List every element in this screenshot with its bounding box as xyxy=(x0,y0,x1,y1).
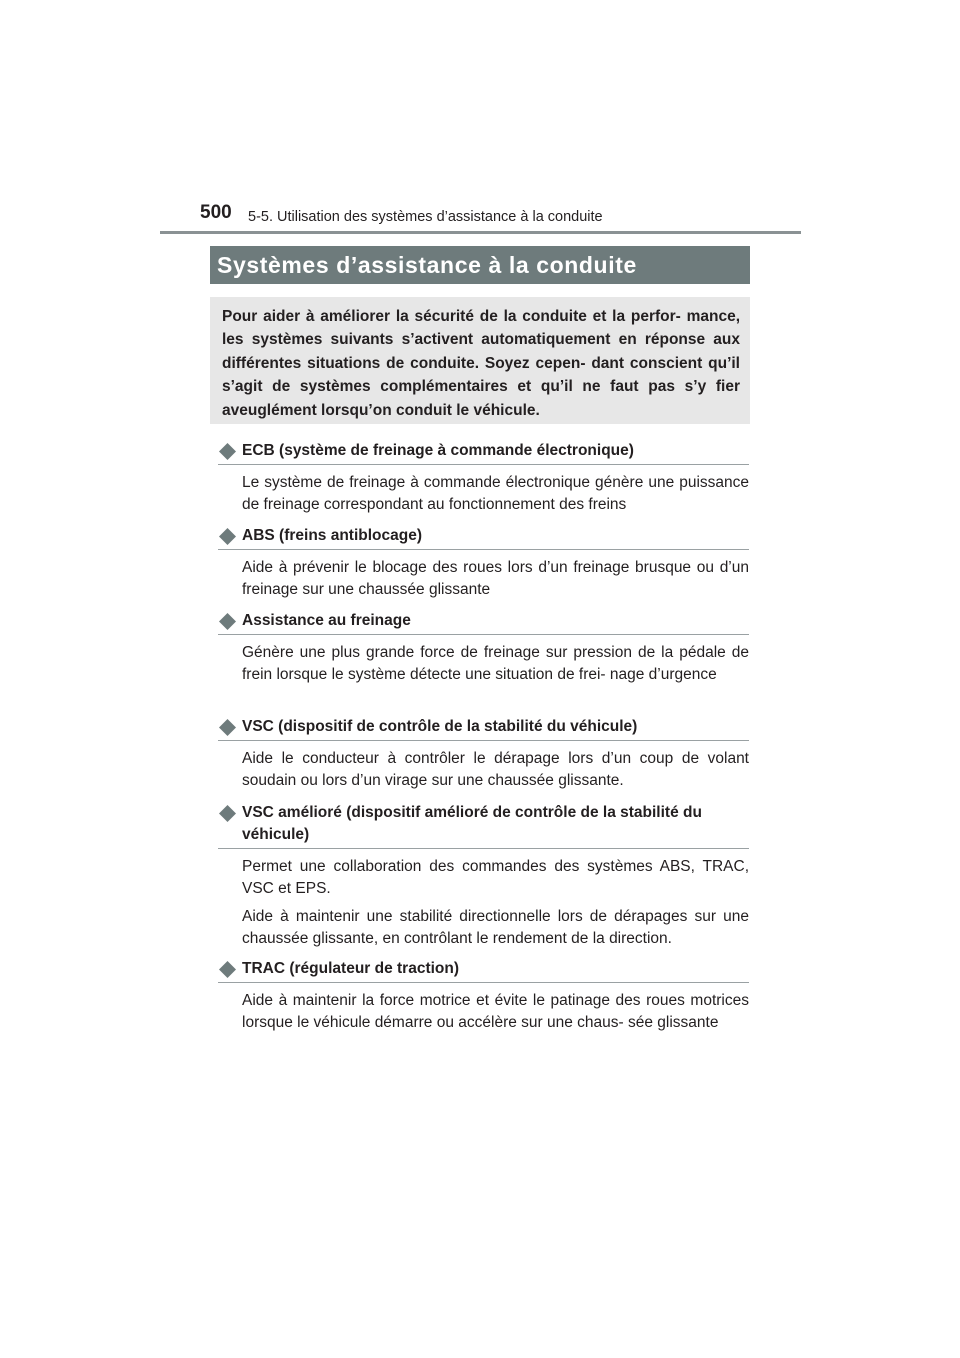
feature-vsc xyxy=(218,716,749,792)
feature-body xyxy=(242,748,749,792)
diamond-icon xyxy=(219,961,236,978)
feature-paragraph: Aide à prévenir le blocage des roues lors d’un freinage brusque ou d’un freinage sur une chaussée glissante xyxy=(242,559,749,598)
feature-vsc-enhanced xyxy=(218,802,749,950)
feature-body xyxy=(242,472,749,516)
feature-trac xyxy=(218,958,749,1034)
running-header: 5-5. Utilisation des systèmes d’assistance à la conduite xyxy=(248,209,603,225)
section-title-bar xyxy=(210,246,750,284)
feature-heading-text: ABS (freins antiblocage) xyxy=(242,527,422,544)
intro-box xyxy=(210,297,750,424)
feature-body xyxy=(242,856,749,950)
feature-abs xyxy=(218,525,749,601)
feature-heading xyxy=(218,440,749,465)
feature-body xyxy=(242,642,749,686)
feature-heading xyxy=(218,716,749,741)
diamond-icon xyxy=(219,528,236,545)
feature-heading-text: ECB (système de freinage à commande électronique) xyxy=(242,442,634,459)
feature-paragraph: Aide le conducteur à contrôler le dérapage lors d’un coup de volant soudain ou lors d’un virage sur une chaussée glissante. xyxy=(242,750,749,789)
feature-heading-text: VSC amélioré (dispositif amélioré de contrôle de la stabilité du véhicule) xyxy=(242,804,702,843)
feature-heading xyxy=(218,958,749,983)
feature-heading xyxy=(218,525,749,550)
feature-paragraph: Le système de freinage à commande électronique génère une puissance de freinage correspondant au fonctionnement des freins xyxy=(242,474,749,513)
feature-heading xyxy=(218,610,749,635)
feature-body xyxy=(242,557,749,601)
feature-ecb xyxy=(218,440,749,516)
feature-heading-text: Assistance au freinage xyxy=(242,612,411,629)
feature-body xyxy=(242,990,749,1034)
header-rule xyxy=(160,231,801,234)
page-number: 500 xyxy=(200,202,232,223)
feature-heading xyxy=(218,802,749,849)
feature-heading-text: TRAC (régulateur de traction) xyxy=(242,960,460,977)
feature-brake-assist xyxy=(218,610,749,686)
diamond-icon xyxy=(219,805,236,822)
diamond-icon xyxy=(219,443,236,460)
feature-paragraph: Aide à maintenir une stabilité directionnelle lors de dérapages sur une chaussée glissante, en contrôlant le rendement de la direction. xyxy=(242,908,749,947)
section-title: Systèmes d’assistance à la conduite xyxy=(217,252,637,278)
feature-paragraph: Génère une plus grande force de freinage sur pression de la pédale de frein lorsque le système détecte une situation de frei- nage d’urgence xyxy=(242,644,749,683)
feature-heading-text: VSC (dispositif de contrôle de la stabilité du véhicule) xyxy=(242,718,638,735)
feature-paragraph: Aide à maintenir la force motrice et évite le patinage des roues motrices lorsque le véhicule démarre ou accélère sur une chaus- sée glissante xyxy=(242,992,749,1031)
diamond-icon xyxy=(219,613,236,630)
diamond-icon xyxy=(219,719,236,736)
feature-paragraph: Permet une collaboration des commandes des systèmes ABS, TRAC, VSC et EPS. xyxy=(242,858,749,897)
intro-text: Pour aider à améliorer la sécurité de la conduite et la perfor- mance, les systèmes suivants s’activent automatiquement en réponse aux différentes situations de conduite. Soyez cepen- dant conscient qu’il s’agit de systèmes complémentaires et qu’il ne faut pas s’y fier aveuglément lorsqu’on conduit le véhicule. xyxy=(222,308,740,419)
